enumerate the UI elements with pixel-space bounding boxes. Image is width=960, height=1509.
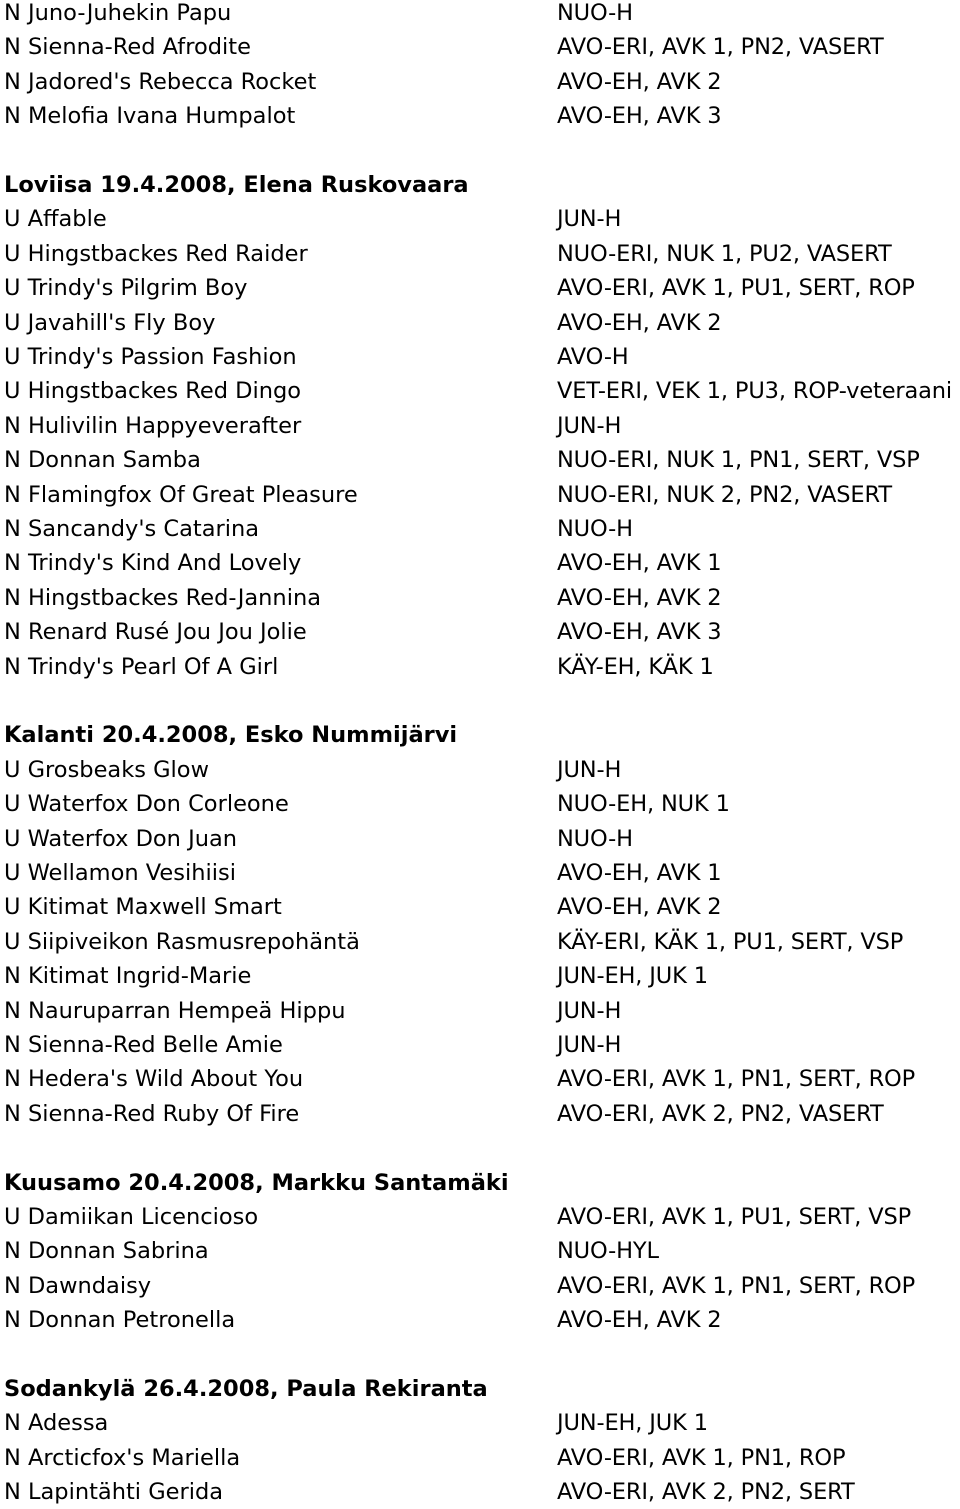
dog-name: N Trindy's Pearl Of A Girl: [4, 653, 279, 680]
result-text: JUN-H: [557, 756, 622, 783]
dog-name: N Donnan Petronella: [4, 1307, 236, 1334]
dog-name: U Javahill's Fly Boy: [4, 309, 216, 336]
result-row: [0, 99, 960, 133]
result-row: [0, 1062, 960, 1096]
result-row: [0, 1097, 960, 1131]
result-text: AVO-EH, AVK 2: [557, 584, 722, 611]
result-text: JUN-H: [557, 997, 622, 1024]
result-row: [0, 306, 960, 340]
result-row: [0, 822, 960, 856]
result-row: [0, 1028, 960, 1062]
result-text: JUN-EH, JUK 1: [557, 963, 708, 990]
dog-name: N Donnan Samba: [4, 447, 201, 474]
dog-name: U Affable: [4, 206, 107, 233]
result-text: NUO-ERI, NUK 1, PU2, VASERT: [557, 240, 892, 267]
dog-name: U Trindy's Passion Fashion: [4, 344, 297, 370]
dog-name: N Juno-Juhekin Papu: [4, 0, 232, 26]
result-row: [0, 925, 960, 959]
dog-name: U Wellamon Vesihiisi: [4, 860, 236, 886]
dog-name: N Dawndaisy: [4, 1272, 152, 1299]
dog-name: N Sienna-Red Belle Amie: [4, 1032, 283, 1058]
result-row: [0, 753, 960, 787]
dog-name: N Sancandy's Catarina: [4, 516, 260, 542]
dog-name: U Trindy's Pilgrim Boy: [4, 275, 248, 302]
result-row: [0, 271, 960, 305]
dog-name: N Hulivilin Happyeverafter: [4, 412, 302, 439]
show-heading: [0, 1166, 960, 1200]
result-text: AVO-EH, AVK 2: [557, 309, 722, 336]
dog-name: N Adessa: [4, 1410, 109, 1437]
result-row: [0, 409, 960, 443]
dog-name: U Waterfox Don Juan: [4, 825, 238, 852]
dog-name: N Renard Rusé Jou Jou Jolie: [4, 619, 307, 646]
result-row: [0, 650, 960, 684]
dog-name: U Grosbeaks Glow: [4, 756, 209, 783]
result-row: [0, 615, 960, 649]
dog-name: N Melofia Ivana Humpalot: [4, 103, 296, 130]
result-row: [0, 856, 960, 890]
result-text: JUN-H: [557, 412, 622, 439]
result-row: [0, 30, 960, 64]
result-row: [0, 1303, 960, 1337]
show-title: Kuusamo 20.4.2008, Markku Santamäki: [4, 1169, 509, 1196]
result-text: JUN-H: [557, 206, 622, 233]
dog-name: N Arcticfox's Mariella: [4, 1444, 241, 1471]
result-text: AVO-EH, AVK 1: [557, 860, 722, 886]
dog-name: N Kitimat Ingrid-Marie: [4, 963, 252, 990]
result-text: AVO-EH, AVK 2: [557, 68, 722, 95]
result-row: [0, 340, 960, 374]
result-row: [0, 1200, 960, 1234]
result-row: [0, 443, 960, 477]
dog-name: U Hingstbackes Red Dingo: [4, 378, 302, 405]
show-heading: [0, 718, 960, 752]
result-row: [0, 478, 960, 512]
result-row: [0, 0, 960, 30]
result-text: AVO-ERI, AVK 1, PN1, ROP: [557, 1444, 846, 1471]
result-row: [0, 202, 960, 236]
result-text: NUO-H: [557, 825, 633, 852]
show-title: Sodankylä 26.4.2008, Paula Rekiranta: [4, 1376, 488, 1402]
result-text: VET-ERI, VEK 1, PU3, ROP-veteraani: [557, 378, 952, 405]
dog-name: U Hingstbackes Red Raider: [4, 240, 308, 267]
result-row: [0, 581, 960, 615]
result-text: AVO-ERI, AVK 1, PN1, SERT, ROP: [557, 1066, 916, 1093]
dog-name: N Sienna-Red Afrodite: [4, 34, 251, 61]
result-row: [0, 1234, 960, 1268]
result-text: AVO-EH, AVK 3: [557, 103, 722, 130]
result-row: [0, 237, 960, 271]
dog-name: N Hedera's Wild About You: [4, 1066, 304, 1093]
result-text: AVO-EH, AVK 1: [557, 550, 722, 577]
result-row: [0, 787, 960, 821]
dog-name: N Flamingfox Of Great Pleasure: [4, 481, 358, 508]
result-text: NUO-H: [557, 516, 633, 542]
show-title: Loviisa 19.4.2008, Elena Ruskovaara: [4, 172, 469, 198]
result-row: [0, 994, 960, 1028]
dog-name: U Kitimat Maxwell Smart: [4, 894, 282, 921]
result-row: [0, 374, 960, 408]
result-row: [0, 65, 960, 99]
result-row: [0, 959, 960, 993]
result-row: [0, 512, 960, 546]
show-heading: [0, 1372, 960, 1406]
result-text: NUO-H: [557, 0, 633, 26]
result-text: AVO-EH, AVK 2: [557, 1307, 722, 1334]
result-row: [0, 546, 960, 580]
dog-name: N Sienna-Red Ruby Of Fire: [4, 1100, 300, 1127]
result-text: AVO-EH, AVK 3: [557, 619, 722, 646]
result-row: [0, 1269, 960, 1303]
result-text: AVO-ERI, AVK 1, PN2, VASERT: [557, 34, 884, 61]
result-text: JUN-H: [557, 1032, 622, 1058]
result-text: KÄY-EH, KÄK 1: [557, 653, 714, 680]
dog-name: N Lapintähti Gerida: [4, 1479, 224, 1506]
dog-name: U Waterfox Don Corleone: [4, 791, 289, 818]
dog-name: N Jadored's Rebecca Rocket: [4, 68, 317, 95]
result-text: NUO-ERI, NUK 2, PN2, VASERT: [557, 481, 892, 508]
result-text: NUO-ERI, NUK 1, PN1, SERT, VSP: [557, 447, 920, 474]
show-title: Kalanti 20.4.2008, Esko Nummijärvi: [4, 722, 458, 749]
result-text: JUN-EH, JUK 1: [557, 1410, 708, 1437]
result-row: [0, 1475, 960, 1509]
result-text: KÄY-ERI, KÄK 1, PU1, SERT, VSP: [557, 928, 904, 955]
result-text: AVO-ERI, AVK 1, PU1, SERT, ROP: [557, 275, 915, 302]
result-row: [0, 1441, 960, 1475]
dog-name: N Hingstbackes Red-Jannina: [4, 584, 321, 611]
result-text: AVO-ERI, AVK 1, PU1, SERT, VSP: [557, 1204, 912, 1230]
result-text: AVO-ERI, AVK 2, PN2, VASERT: [557, 1100, 884, 1127]
result-text: AVO-ERI, AVK 2, PN2, SERT: [557, 1479, 855, 1506]
dog-name: N Nauruparran Hempeä Hippu: [4, 997, 346, 1024]
dog-name: N Donnan Sabrina: [4, 1238, 209, 1265]
dog-name: U Damiikan Licencioso: [4, 1204, 259, 1230]
dog-name: N Trindy's Kind And Lovely: [4, 550, 302, 577]
dog-name: U Siipiveikon Rasmusrepohäntä: [4, 928, 360, 955]
result-text: AVO-H: [557, 344, 629, 370]
result-text: NUO-EH, NUK 1: [557, 791, 730, 818]
result-row: [0, 890, 960, 924]
show-heading: [0, 168, 960, 202]
result-text: NUO-HYL: [557, 1238, 659, 1265]
result-text: AVO-ERI, AVK 1, PN1, SERT, ROP: [557, 1272, 916, 1299]
result-row: [0, 1406, 960, 1440]
result-text: AVO-EH, AVK 2: [557, 894, 722, 921]
